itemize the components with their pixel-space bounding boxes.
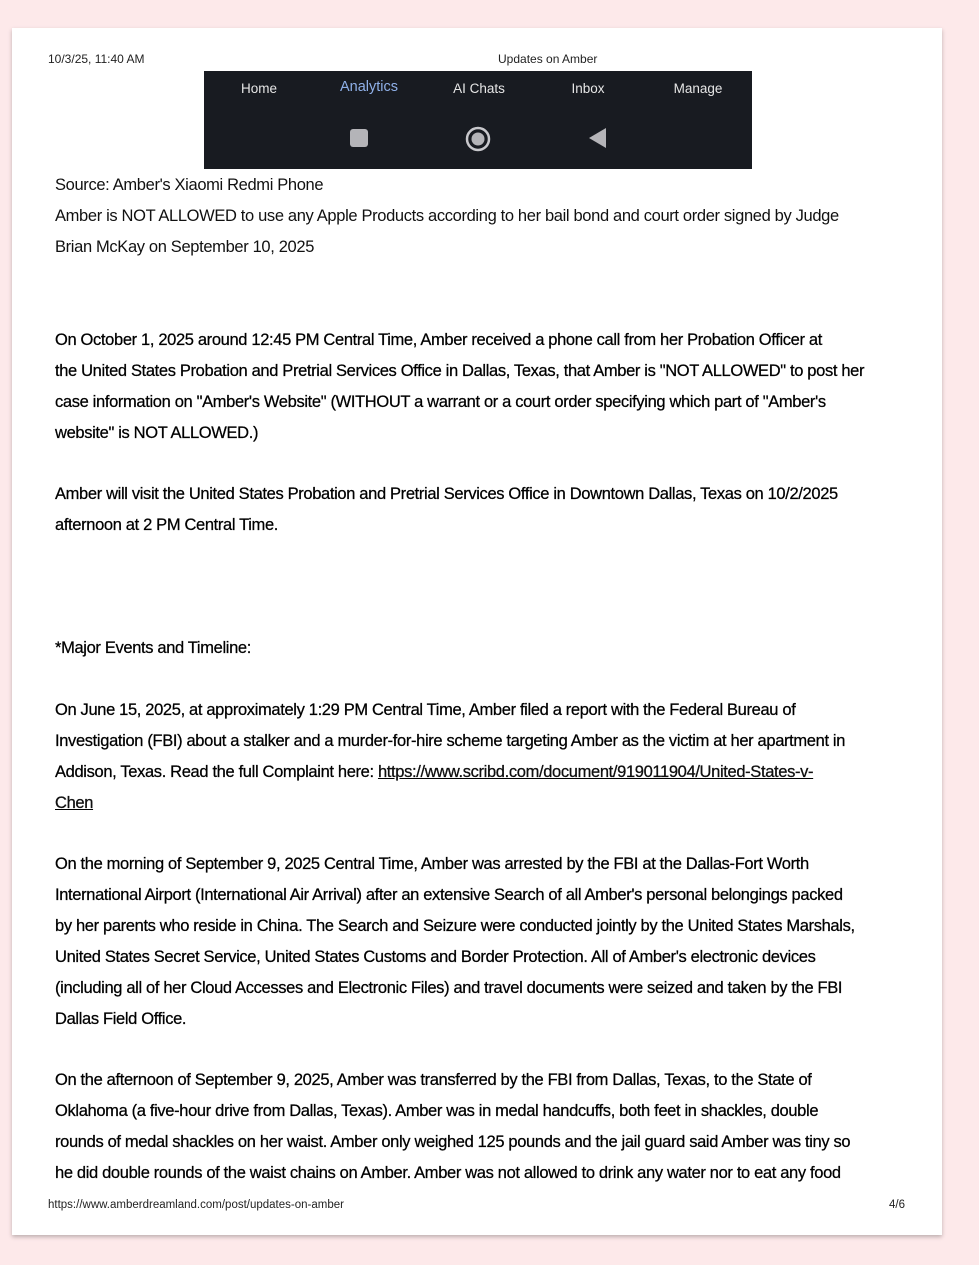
nav-inbox: Inbox (571, 81, 605, 96)
nav-ai-chats: AI Chats (453, 81, 505, 96)
para-line: On the morning of September 9, 2025 Central Time, Amber was arrested by the FBI at the Dallas-Fort Worth (55, 855, 809, 873)
page-number: 4/6 (889, 1199, 905, 1211)
para-line: the United States Probation and Pretrial Services Office in Dallas, Texas, that Amber is "NOT ALLOWED" to post her (55, 362, 865, 380)
para-line: Investigation (FBI) about a stalker and a murder-for-hire scheme targeting Amber as the victim at her apartment in (55, 732, 846, 750)
para-line (55, 763, 813, 782)
nav-manage: Manage (673, 81, 723, 96)
para-line: On October 1, 2025 around 12:45 PM Central Time, Amber received a phone call from her Probation Officer at (55, 331, 822, 349)
square-icon (348, 127, 370, 149)
para-line: On the afternoon of September 9, 2025, Amber was transferred by the FBI from Dallas, Texas, to the State of (55, 1071, 812, 1089)
para-line: Oklahoma (a five-hour drive from Dallas, Texas). Amber was in medal handcuffs, both feet in shackles, double (55, 1102, 819, 1120)
intro-line: Amber is NOT ALLOWED to use any Apple Products according to her bail bond and court order signed by Judge (55, 207, 839, 225)
complaint-link-cont[interactable]: Chen (55, 794, 94, 812)
para-line: International Airport (International Air Arrival) after an extensive Search of all Amber's personal belongings packed (55, 886, 843, 904)
phone-nav-screenshot (204, 71, 752, 169)
para-line (55, 794, 93, 813)
para-line: On June 15, 2025, at approximately 1:29 PM Central Time, Amber filed a report with the Federal Bureau of (55, 701, 796, 719)
para-line: by her parents who reside in China. The Search and Seizure were conducted jointly by the United States Marshals, (55, 917, 855, 935)
para-line: Amber will visit the United States Probation and Pretrial Services Office in Downtown Dallas, Texas on 10/2/2025 (55, 485, 838, 503)
para-line: he did double rounds of the waist chains on Amber. Amber was not allowed to drink any water nor to eat any food (55, 1164, 841, 1182)
complaint-link[interactable]: https://www.scribd.com/document/919011904/United-States-v- (377, 763, 814, 781)
para-line: case information on "Amber's Website" (WITHOUT a warrant or a court order specifying which part of "Amber's (55, 393, 826, 411)
print-datetime: 10/3/25, 11:40 AM (48, 52, 145, 66)
source-line: Source: Amber's Xiaomi Redmi Phone (55, 176, 324, 194)
para-line: United States Secret Service, United States Customs and Border Protection. All of Amber's electronic devices (55, 948, 816, 966)
para-line: rounds of medal shackles on her waist. Amber only weighed 125 pounds and the jail guard said Amber was tiny so (55, 1133, 851, 1151)
nav-home: Home (240, 81, 278, 96)
para-line: Dallas Field Office. (55, 1010, 187, 1028)
home-circle-icon (464, 125, 492, 153)
para-line: website" is NOT ALLOWED.) (55, 424, 259, 442)
footer-url: https://www.amberdreamland.com/post/updates-on-amber (48, 1199, 344, 1211)
intro-line: Brian McKay on September 10, 2025 (55, 238, 315, 256)
para-text: Addison, Texas. Read the full Complaint here: (55, 763, 378, 781)
page-title: Updates on Amber (498, 52, 598, 66)
para-line: (including all of her Cloud Accesses and Electronic Files) and travel documents were seized and taken by the FBI (55, 979, 843, 997)
nav-analytics: Analytics (339, 79, 399, 95)
para-line: afternoon at 2 PM Central Time. (55, 516, 279, 534)
back-triangle-icon (587, 127, 609, 149)
timeline-heading: *Major Events and Timeline: (55, 639, 251, 657)
document-page (12, 28, 942, 1235)
